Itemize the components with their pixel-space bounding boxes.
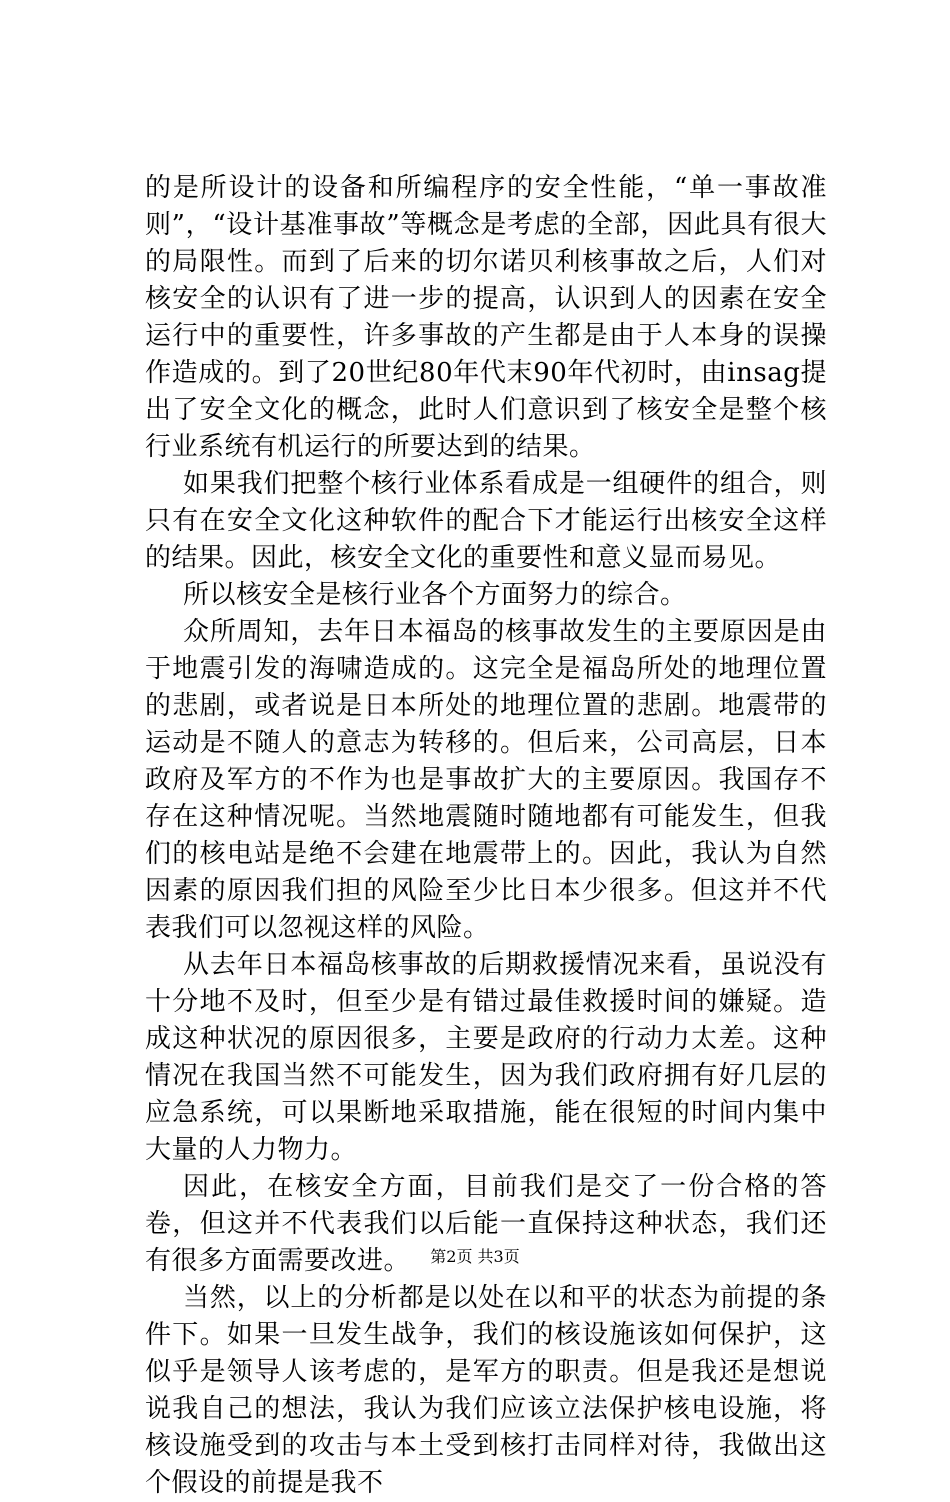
paragraph-4: 众所周知，去年日本福岛的核事故发生的主要原因是由于地震引发的海啸造成的。这完全是福岛所处的地理位置的悲剧，或者说是日本所处的地理位置的悲剧。地震带的运动是不随人的意志为转移的。但后来，公司高层，日本政府及军方的不作为也是事故扩大的主要原因。我国存不存在这种情况呢。当然地震随时随地都有可能发生，但我们的核电站是绝不会建在地震带上的。因此，我认为自然因素的原因我们担的风险至少比日本少很多。但这并不代表我们可以忽视这样的风险。 (145, 617, 827, 943)
page-number-footer: 第2页 共3页 (430, 1247, 520, 1266)
paragraph-5: 从去年日本福岛核事故的后期救援情况来看，虽说没有十分地不及时，但至少是有错过最佳救援时间的嫌疑。造成这种状况的原因很多，主要是政府的行动力太差。这种情况在我国当然不可能发生，因为我们政府拥有好几层的应急系统，可以果断地采取措施，能在很短的时间内集中大量的人力物力。 (145, 950, 827, 1165)
paragraph-2: 如果我们把整个核行业体系看成是一组硬件的组合，则只有在安全文化这种软件的配合下才能运行出核安全这样的结果。因此，核安全文化的重要性和意义显而易见。 (145, 469, 827, 573)
paragraph-1: 的是所设计的设备和所编程序的安全性能，“单一事故准则”，“设计基准事故”等概念是考虑的全部，因此具有很大的局限性。而到了后来的切尔诺贝利核事故之后，人们对核安全的认识有了进一步的提高，认识到人的因素在安全运行中的重要性，许多事故的产生都是由于人本身的误操作造成的。到了20世纪80年代末90年代初时，由insag提出了安全文化的概念，此时人们意识到了核安全是整个核行业系统有机运行的所要达到的结果。 (145, 173, 827, 462)
paragraph-3: 所以核安全是核行业各个方面努力的综合。 (183, 580, 687, 610)
document-body (145, 170, 827, 1502)
paragraph-6: 因此，在核安全方面，目前我们是交了一份合格的答卷，但这并不代表我们以后能一直保持这种状态，我们还有很多方面需要改进。 (145, 1172, 827, 1276)
paragraph-7: 当然，以上的分析都是以处在以和平的状态为前提的条件下。如果一旦发生战争，我们的核设施该如何保护，这似乎是领导人该考虑的，是军方的职责。但是我还是想说说我自己的想法，我认为我们应该立法保护核电设施，将核设施受到的攻击与本土受到核打击同样对待，我做出这个假设的前提是我不 (145, 1283, 827, 1498)
